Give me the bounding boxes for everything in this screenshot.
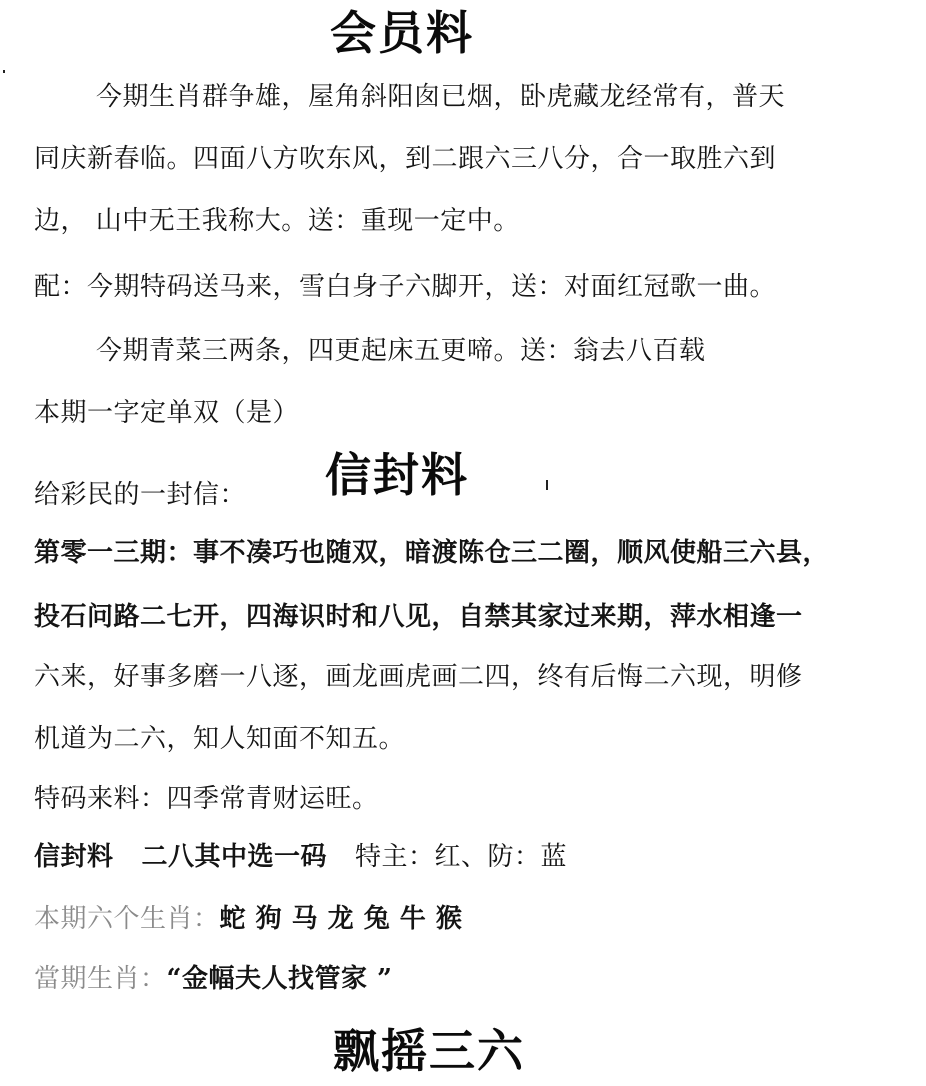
odd-even-line: 本期一字定单双（是） [34,398,300,428]
footer-title: 飘摇三六 [333,1024,525,1078]
letter-line-4: 机道为二六，知人知面不知五。 [34,724,406,754]
letter-line-1: 第零一三期：事不凑巧也随双，暗渡陈仓三二圈，顺风使船三六县， [34,538,830,568]
phrase-line [34,966,392,992]
zodiac-label: 本期六个生肖： [34,904,220,934]
main-color-value: 红、防：蓝 [434,842,568,872]
envelope-info-line [34,844,567,870]
zodiac-line [34,906,462,932]
letter-line-2: 投石问路二七开，四海识时和八见，自禁其家过来期，萍水相逢一 [34,602,803,632]
member-poem-line-2: 同庆新春临。四面八方吹东风，到二跟六三八分，合一取胜六到 [34,144,777,174]
main-color-label: 特主： [355,842,435,872]
member-poem-line-1: 今期生肖群争雄，屋角斜阳囱已烟，卧虎藏龙经常有，普天 [96,82,786,112]
letter-line-3: 六来，好事多磨一八逐，画龙画虎画二四，终有后悔二六现，明修 [34,662,803,692]
member-vegetable-line: 今期青菜三两条，四更起床五更啼。送：翁去八百载 [96,336,706,366]
envelope-label: 信封料 [34,842,114,872]
zodiac-value: 蛇 狗 马 龙 兔 牛 猴 [219,904,463,934]
letter-intro: 给彩民的一封信： [34,480,247,510]
member-section-title: 会员料 [330,6,474,60]
phrase-label: 當期生肖： [34,964,167,994]
scan-speck [3,70,5,73]
envelope-value: 二八其中选一码 [141,842,328,872]
envelope-section-title: 信封料 [325,448,469,502]
member-poem-line-3: 边， 山中无王我称大。送：重现一定中。 [34,206,520,236]
member-pairing-line: 配：今期特码送马来，雪白身子六脚开，送：对面红冠歌一曲。 [34,272,777,302]
phrase-value: “金幅夫人找管家 ” [166,964,393,994]
special-code-line: 特码来料：四季常青财运旺。 [34,784,379,814]
scan-speck [546,480,548,490]
